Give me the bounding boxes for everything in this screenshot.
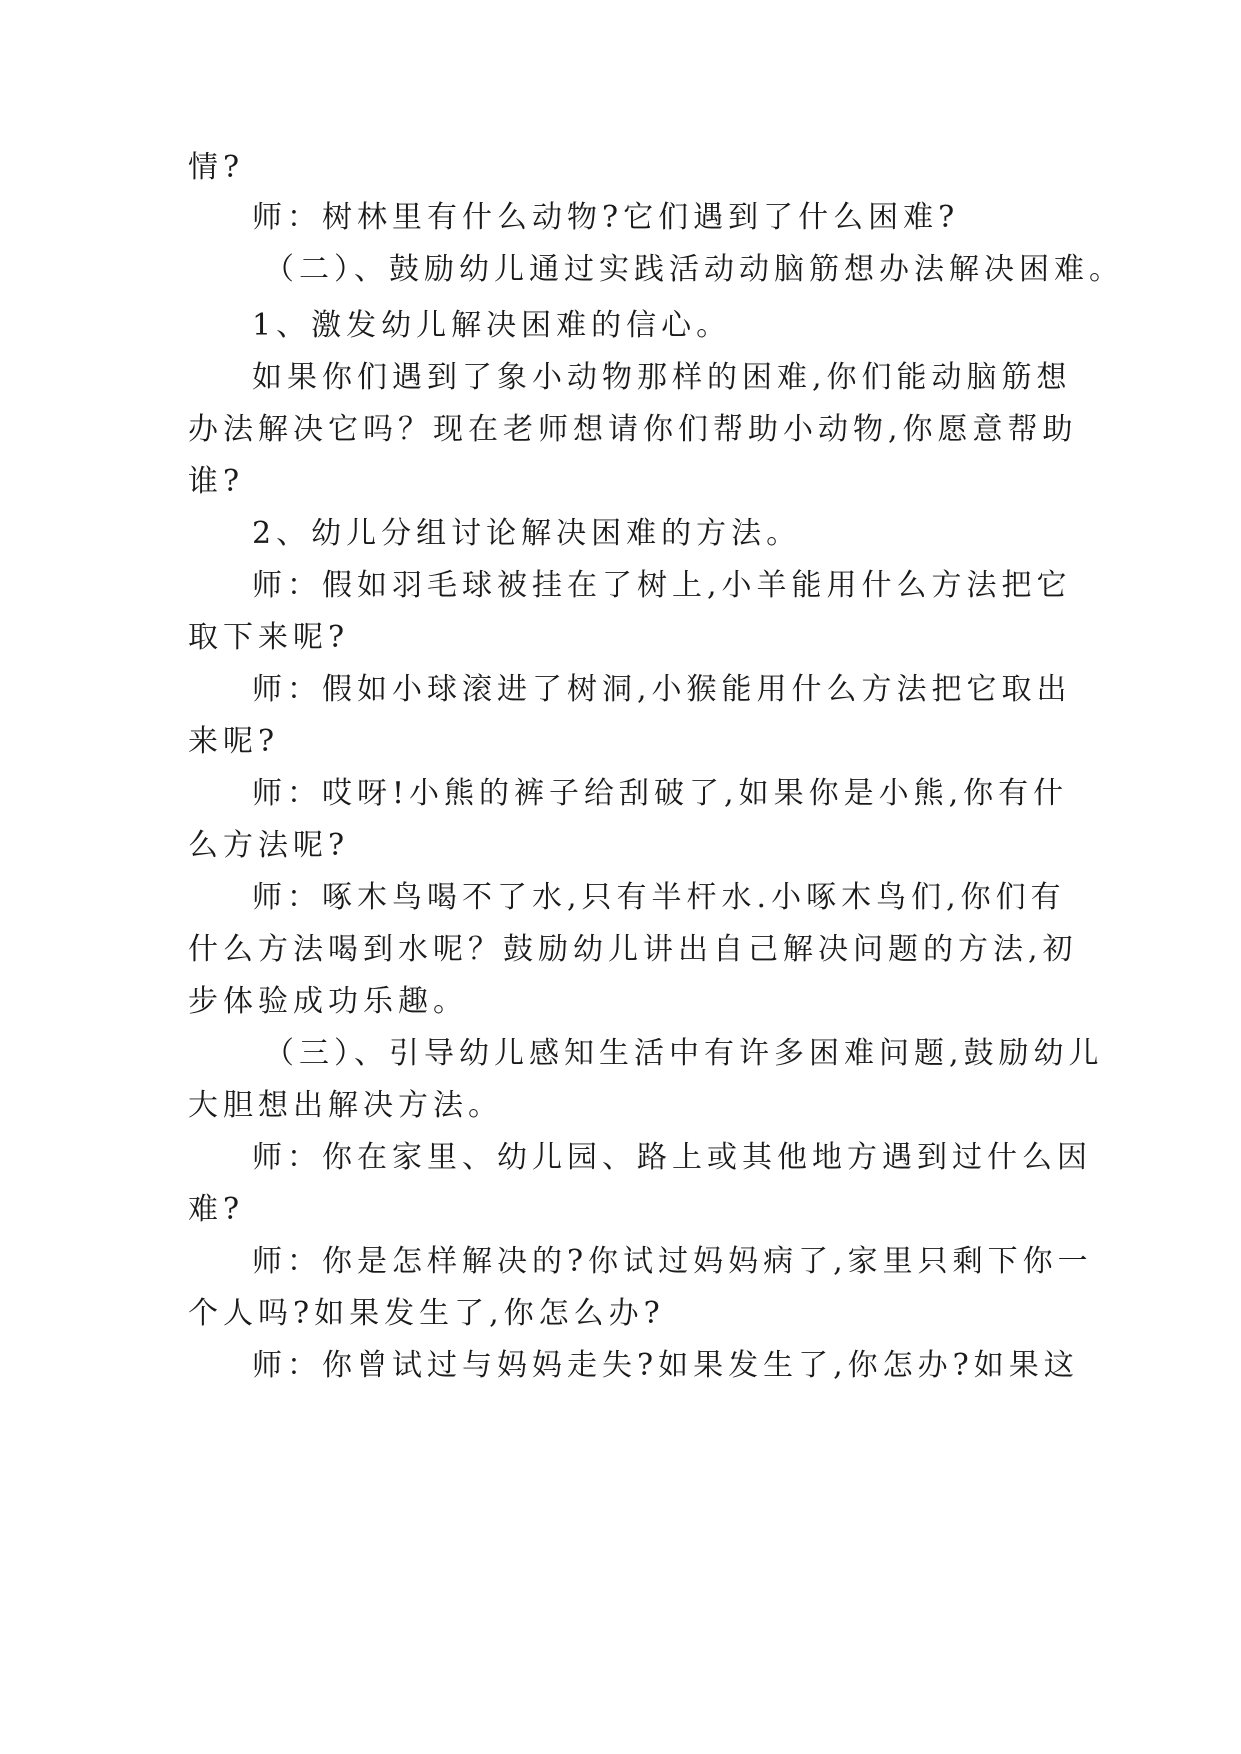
paragraph-line: 师：哎呀!小熊的裤子给刮破了,如果你是小熊,你有什: [252, 776, 1069, 811]
paragraph-line: 如果你们遇到了象小动物那样的困难,你们能动脑筋想: [252, 360, 1072, 395]
paragraph-line: 师：啄木鸟喝不了水,只有半杆水.小啄木鸟们,你们有: [252, 880, 1066, 915]
section-heading: （二）、鼓励幼儿通过实践活动动脑筋想办法解决困难。: [264, 252, 1124, 287]
paragraph-line: 情?: [188, 150, 245, 185]
paragraph-line: 1、激发幼儿解决困难的信心。: [252, 308, 732, 343]
paragraph-line: 师：你在家里、幼儿园、路上或其他地方遇到过什么因: [252, 1140, 1092, 1175]
paragraph-line: 2、幼儿分组讨论解决困难的方法。: [252, 516, 802, 551]
paragraph-line: 师：你是怎样解决的?你试过妈妈病了,家里只剩下你一: [252, 1244, 1093, 1279]
paragraph-line: 谁?: [188, 464, 245, 499]
paragraph-line: 师：假如小球滚进了树洞,小猴能用什么方法把它取出: [252, 672, 1072, 707]
paragraph-line: 步体验成功乐趣。: [188, 984, 468, 1019]
paragraph-line: 办法解决它吗？现在老师想请你们帮助小动物,你愿意帮助: [188, 412, 1078, 447]
paragraph-line: 师：你曾试过与妈妈走失?如果发生了,你怎办?如果这: [252, 1348, 1079, 1383]
paragraph-line: 难?: [188, 1192, 245, 1227]
paragraph-line: 来呢?: [188, 724, 280, 759]
section-heading: （三）、引导幼儿感知生活中有许多困难问题,鼓励幼儿: [264, 1036, 1104, 1071]
paragraph-line: 个人吗?如果发生了,你怎么办?: [188, 1296, 665, 1331]
paragraph-line: 师：假如羽毛球被挂在了树上,小羊能用什么方法把它: [252, 568, 1072, 603]
paragraph-line: 大胆想出解决方法。: [188, 1088, 503, 1123]
paragraph-line: 取下来呢?: [188, 620, 350, 655]
paragraph-line: 什么方法喝到水呢？鼓励幼儿讲出自己解决问题的方法,初: [188, 932, 1078, 967]
paragraph-line: 师：树林里有什么动物?它们遇到了什么困难?: [252, 200, 960, 235]
paragraph-line: 么方法呢?: [188, 828, 350, 863]
